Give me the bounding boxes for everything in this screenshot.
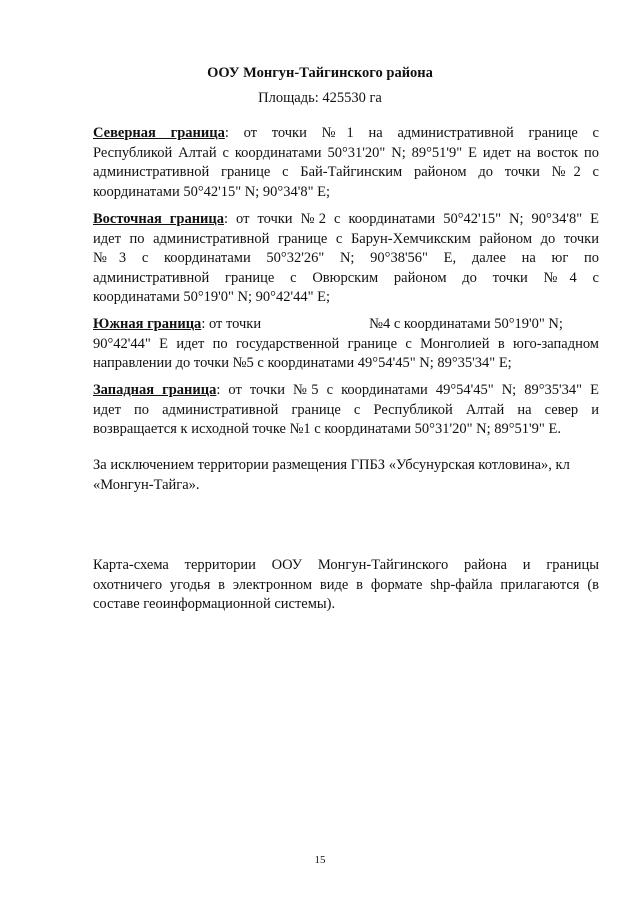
south-border-heading: Южная граница	[93, 316, 202, 332]
east-border-paragraph	[93, 210, 599, 308]
east-line-4: административной границе с Овюрским районом до точки №4 с	[93, 269, 599, 286]
east-line-3: №3 с координатами 50°32'26" N; 90°38'56" E, далее на юг по	[93, 250, 599, 266]
east-border-heading: Восточная граница	[93, 211, 225, 227]
north-line-1: Северная граница: от точки №1 на административной границе с	[93, 125, 599, 141]
area-line: Площадь: 425530 га	[258, 90, 382, 106]
page-number: 15	[314, 854, 326, 866]
east-line-5: координатами 50°19'0" N; 90°42'44" E;	[93, 289, 331, 305]
east-line-2: идет по административной границе с Барун-Хемчикским районом до точки	[93, 230, 599, 247]
south-border-paragraph	[93, 315, 599, 374]
exclusion-line-1: За исключением территории размещения ГПБЗ «Убсунурская котловина», кл	[93, 457, 570, 473]
north-border-heading: Северная граница	[93, 125, 225, 141]
west-line-3: возвращается к исходной точке №1 с координатами 50°31'20" N; 89°51'9" E.	[93, 421, 561, 437]
north-border-paragraph	[93, 124, 599, 202]
exclusion-paragraph	[93, 456, 599, 495]
west-border-heading: Западная граница	[93, 382, 217, 398]
exclusion-line-2: «Монгун-Тайга».	[93, 476, 200, 493]
document-title: ООУ Монгун-Тайгинского района	[207, 65, 433, 81]
map-note-line-2: охотничего угодья в электронном виде в формате shp-файла прилагаются (в	[93, 576, 599, 593]
map-note-paragraph	[93, 556, 599, 615]
east-line-1: Восточная граница: от точки №2 с координатами 50°42'15" N; 90°34'8" E	[93, 211, 599, 227]
south-line-3: направлении до точки №5 с координатами 49°54'45" N; 89°35'34" E;	[93, 355, 512, 371]
west-line-2: идет по административной границе с Республикой Алтай на север и	[93, 401, 599, 418]
map-note-line-1: Карта-схема территории ООУ Монгун-Тайгинского района и границы	[93, 557, 599, 573]
north-line-4: координатами 50°42'15" N; 90°34'8" E;	[93, 183, 331, 200]
map-note-line-3: составе геоинформационной системы).	[93, 596, 336, 612]
south-line-2: 90°42'44" E идет по государственной границе с Монголией в юго-западном	[93, 335, 599, 352]
west-border-paragraph	[93, 381, 599, 440]
north-line-3: административной границе с Бай-Тайгинским районом до точки №2 с	[93, 164, 599, 180]
west-line-1: Западная граница: от точки №5 с координатами 49°54'45" N; 89°35'34" E	[93, 382, 599, 398]
north-line-2: Республикой Алтай с координатами 50°31'20" N; 89°51'9" E идет на восток по	[93, 144, 599, 161]
south-line-1: Южная граница: от точки №4 с координатами 50°19'0" N;	[93, 316, 563, 332]
